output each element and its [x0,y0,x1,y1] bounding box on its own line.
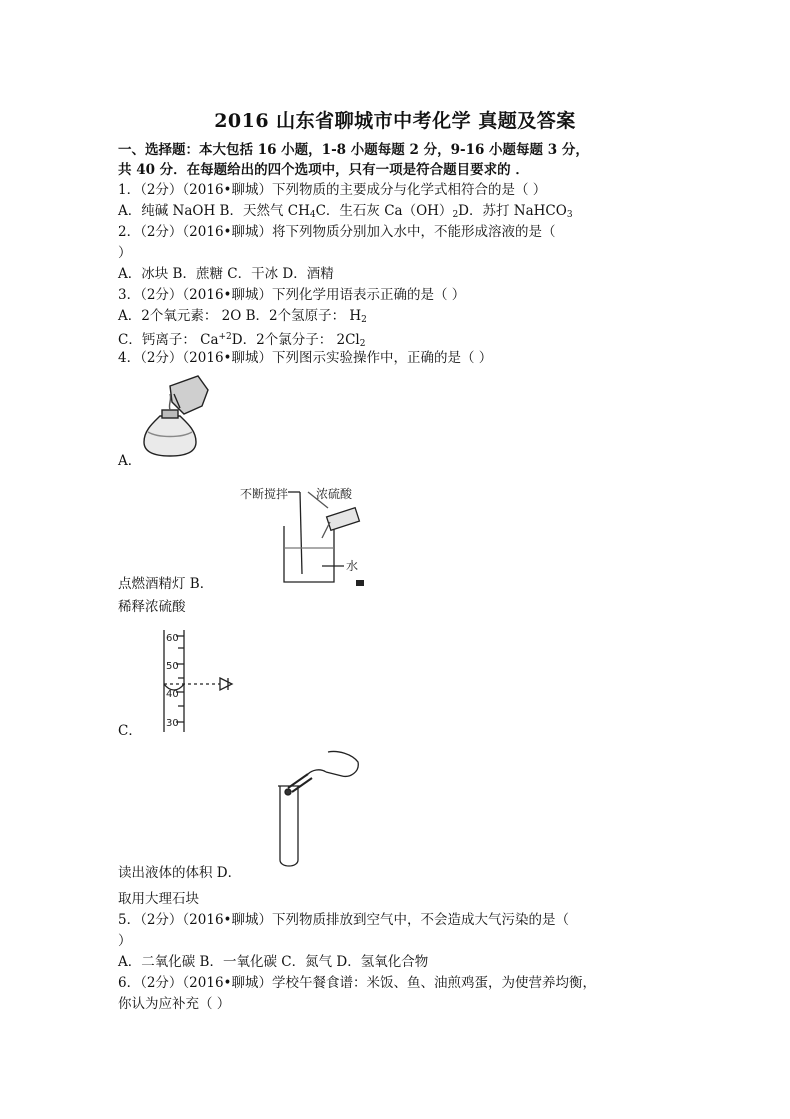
q5-stem: 5．（2分）（2016•聊城）下列物质排放到空气中，不会造成大气污染的是（ [118,912,569,928]
q3-ab-text: A．2个氧元素： 2O B．2个氢原子： H [118,308,362,324]
q1-options [118,202,573,224]
q4-caption-d: 取用大理石块 [118,891,199,907]
q4-label-c: C． [118,723,142,739]
q4-caption-b: 稀释浓硫酸 [118,599,186,615]
figure-alcohol-lamp [134,372,214,462]
section-heading-line1: 一、选择题：本大包括 16 小题，1-8 小题每题 2 分，9-16 小题每题 3 分， [118,142,589,158]
q6-stem: 6．（2分）（2016•聊城）学校午餐食谱：米饭、鱼、油煎鸡蛋，为使营养均衡， [118,975,596,991]
q3-d-text: D．2个氯分子： 2Cl [231,332,360,348]
q1-opt-d-sub: 3 [566,210,573,220]
q4-stem: 4．（2分）（2016•聊城）下列图示实验操作中，正确的是（ ） [118,350,493,366]
q3-d-sub: 2 [359,339,366,349]
q3-stem: 3．（2分）（2016•聊城）下列化学用语表示正确的是（ ） [118,287,466,303]
fig-b-label-acid: 浓硫酸 [316,487,353,501]
figure-dilute-acid [238,478,368,590]
q2-stem-end: ） [118,245,132,261]
q1-opt-c-sub: 2 [452,210,459,220]
q5-stem-end: ） [118,933,132,949]
q1-opt-d: D．苏打 NaHCO [458,203,567,219]
q3-ab-sub: 2 [361,315,367,325]
page-title: 2016 山东省聊城市中考化学 真题及答案 [214,110,576,132]
q1-opt-ab-sub: 4 [309,210,316,220]
q1-opt-ab: A．纯碱 NaOH B．天然气 CH [118,203,310,219]
figure-graduated-cylinder [156,628,246,734]
q1-opt-c: C．生石灰 Ca（OH） [315,203,453,219]
q3-c-sup: +2 [218,332,232,342]
q6-stem-end: 你认为应补充（ ） [118,996,231,1012]
q3-options-ab [118,307,367,329]
q1-stem: 1．（2分）（2016•聊城）下列物质的主要成分与化学式相符合的是（ ） [118,182,547,198]
section-heading-line2: 共 40 分．在每题给出的四个选项中，只有一项是符合题目要求的 ． [118,162,529,178]
q4-label-a: A． [118,453,142,469]
q3-c-text: C．钙离子： Ca [118,332,219,348]
q2-stem: 2．（2分）（2016•聊城）将下列物质分别加入水中，不能形成溶液的是（ [118,224,556,240]
q4-caption-c-d: 读出液体的体积 D． [118,865,242,881]
figure-test-tube-tongs [268,748,364,872]
fig-c-tick-40: 40 [166,689,179,700]
q2-options: A．冰块 B．蔗糖 C．干冰 D．酒精 [118,266,334,282]
q4-caption-a-b: 点燃酒精灯 B． [118,576,214,592]
q5-options: A．二氧化碳 B．一氧化碳 C．氮气 D．氢氧化合物 [118,954,429,970]
fig-b-label-water: 水 [346,559,359,573]
fig-b-label-stir: 不断搅拌 [240,487,289,501]
fig-c-tick-50: 50 [166,661,179,672]
fig-c-tick-30: 30 [166,718,179,729]
fig-c-tick-60: 60 [166,633,179,644]
